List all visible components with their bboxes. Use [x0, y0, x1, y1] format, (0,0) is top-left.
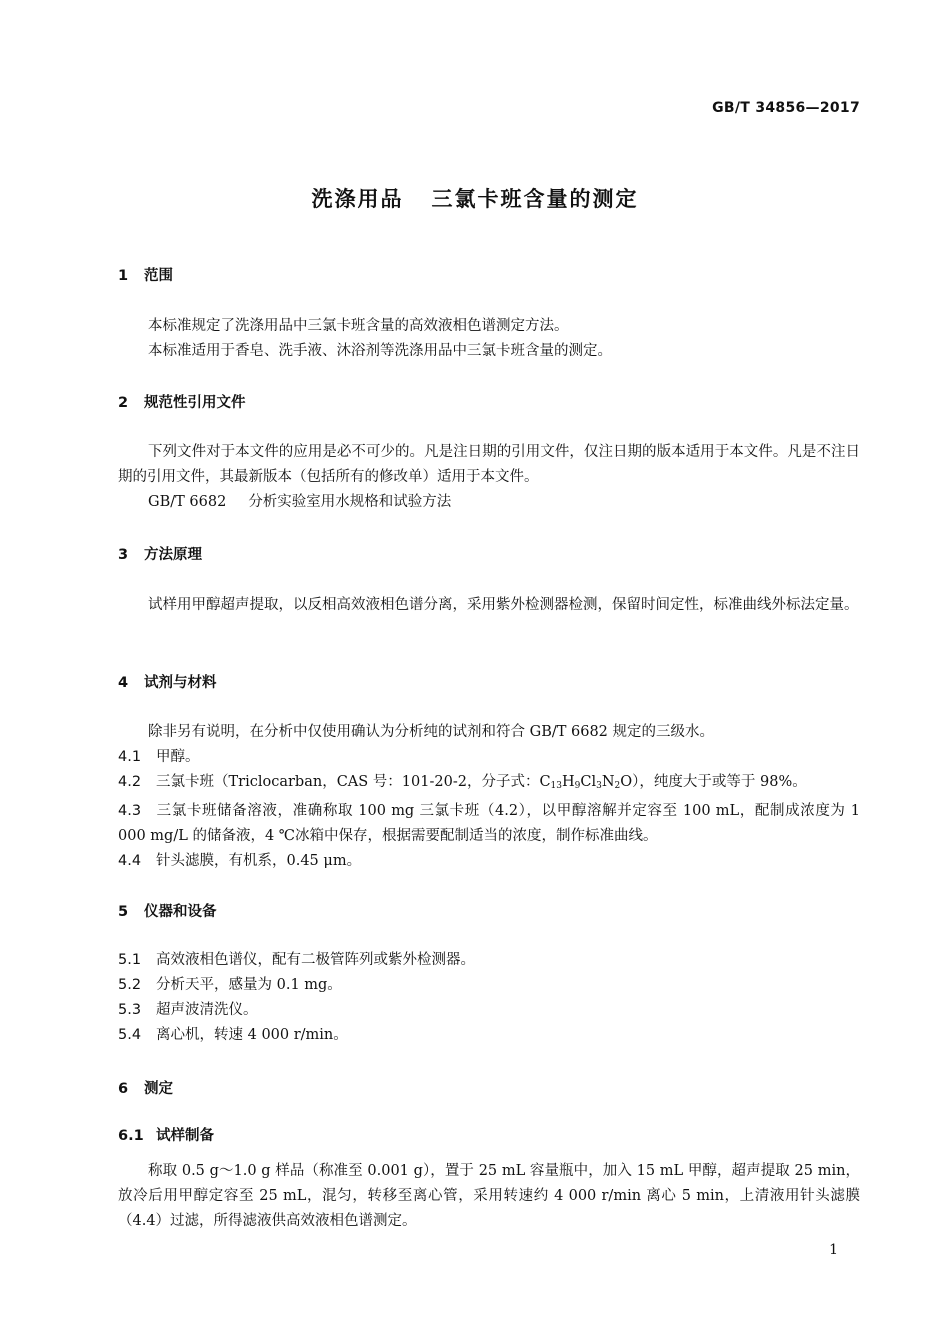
- section-title: 范围: [144, 268, 173, 284]
- clause-text: 分析天平，感量为 0.1 mg。: [156, 977, 342, 993]
- clause-text: N: [601, 774, 615, 790]
- reference-code: GB/T 6682: [148, 494, 227, 510]
- clause-number: 5.2: [118, 977, 142, 993]
- section-title: 方法原理: [144, 547, 202, 563]
- section-number: 1: [118, 268, 129, 284]
- clause-text: 甲醇。: [156, 749, 200, 765]
- clause-4-4: [118, 849, 860, 874]
- section-5-heading: [118, 900, 860, 921]
- clause-5-1: [118, 948, 860, 973]
- section-number: 5: [118, 904, 129, 920]
- section-3-body: [118, 593, 860, 618]
- subsection-6-1-heading: [118, 1124, 860, 1145]
- section-5-body: [118, 948, 860, 1048]
- section-number: 4: [118, 675, 129, 691]
- clause-text: 三氯卡班储备溶液，准确称取 100 mg 三氯卡班（4.2），以甲醇溶解并定容至 100 mL，配制成浓度为 1 000 mg/L 的储备液，4 ℃冰箱中保存，根据需要配制适当的浓度，制作标准曲线。: [118, 803, 860, 844]
- section-number: 3: [118, 547, 129, 563]
- clause-number: 5.3: [118, 1002, 142, 1018]
- clause-number: 5.4: [118, 1027, 142, 1043]
- paragraph: 试样用甲醇超声提取，以反相高效液相色谱分离，采用紫外检测器检测，保留时间定性，标准曲线外标法定量。: [148, 597, 859, 613]
- section-1-heading: [118, 264, 860, 285]
- section-2-body: [118, 440, 860, 515]
- clause-4-1: [118, 745, 860, 770]
- clause-number: 4.4: [118, 853, 142, 869]
- clause-5-4: [118, 1023, 860, 1048]
- paragraph: 本标准规定了洗涤用品中三氯卡班含量的高效液相色谱测定方法。: [148, 318, 569, 334]
- clause-text: 三氯卡班（Triclocarban，CAS 号：101-20-2，分子式：C: [156, 774, 551, 790]
- clause-text: 超声波清洗仪。: [156, 1002, 258, 1018]
- section-number: 6: [118, 1081, 129, 1097]
- section-2-heading: [118, 391, 860, 412]
- section-title: 测定: [144, 1081, 173, 1097]
- page-number: 1: [829, 1242, 838, 1258]
- clause-text: Cl: [580, 774, 597, 790]
- clause-text: O），纯度大于或等于 98%。: [620, 774, 807, 790]
- subsection-number: 6.1: [118, 1128, 144, 1144]
- clause-text: 针头滤膜，有机系，0.45 μm。: [156, 853, 362, 869]
- section-title: 试剂与材料: [144, 675, 217, 691]
- clause-4-2: [118, 770, 860, 799]
- reference-title: 分析实验室用水规格和试验方法: [248, 494, 452, 510]
- clause-text: 高效液相色谱仪，配有二极管阵列或紫外检测器。: [156, 952, 475, 968]
- standard-code: GB/T 34856—2017: [712, 100, 860, 116]
- subsection-title: 试样制备: [156, 1128, 214, 1144]
- clause-4-3: [118, 799, 860, 849]
- clause-number: 4.2: [118, 774, 142, 790]
- clause-5-3: [118, 998, 860, 1023]
- normative-reference: [118, 490, 860, 515]
- clause-number: 5.1: [118, 952, 142, 968]
- clause-number: 4.1: [118, 749, 142, 765]
- subscript: 2: [614, 781, 621, 791]
- subscript: 3: [596, 781, 602, 791]
- clause-text: H: [562, 774, 575, 790]
- subscript: 9: [574, 781, 581, 791]
- title-part-2: 三氯卡班含量的测定: [431, 187, 639, 211]
- section-number: 2: [118, 395, 129, 411]
- subsection-6-1-body: [118, 1159, 860, 1234]
- clause-number: 4.3: [118, 803, 142, 819]
- section-title: 规范性引用文件: [144, 395, 246, 411]
- title-part-1: 洗涤用品: [311, 187, 404, 211]
- section-4-heading: [118, 671, 860, 692]
- paragraph: 除非另有说明，在分析中仅使用确认为分析纯的试剂和符合 GB/T 6682 规定的三级水。: [148, 724, 715, 740]
- paragraph: 下列文件对于本文件的应用是必不可少的。凡是注日期的引用文件，仅注日期的版本适用于本文件。凡是不注日期的引用文件，其最新版本（包括所有的修改单）适用于本文件。: [118, 444, 860, 485]
- clause-5-2: [118, 973, 860, 998]
- section-4-body: [118, 720, 860, 874]
- clause-text: 离心机，转速 4 000 r/min。: [156, 1027, 348, 1043]
- section-3-heading: [118, 543, 860, 564]
- document-title: [0, 183, 950, 213]
- paragraph: 称取 0.5 g～1.0 g 样品（称准至 0.001 g），置于 25 mL 容量瓶中，加入 15 mL 甲醇，超声提取 25 min，放冷后用甲醇定容至 25 mL，混匀，转移至离心管，采用转速约 4 000 r/min 离心 5 min，上清液用针头滤膜（4.4）过滤，所得滤液供高效液相色谱测定。: [118, 1163, 860, 1229]
- section-6-heading: [118, 1077, 860, 1098]
- paragraph: 本标准适用于香皂、洗手液、沐浴剂等洗涤用品中三氯卡班含量的测定。: [148, 343, 612, 359]
- subscript: 13: [550, 781, 562, 791]
- section-1-body: [118, 314, 860, 364]
- section-title: 仪器和设备: [144, 904, 217, 920]
